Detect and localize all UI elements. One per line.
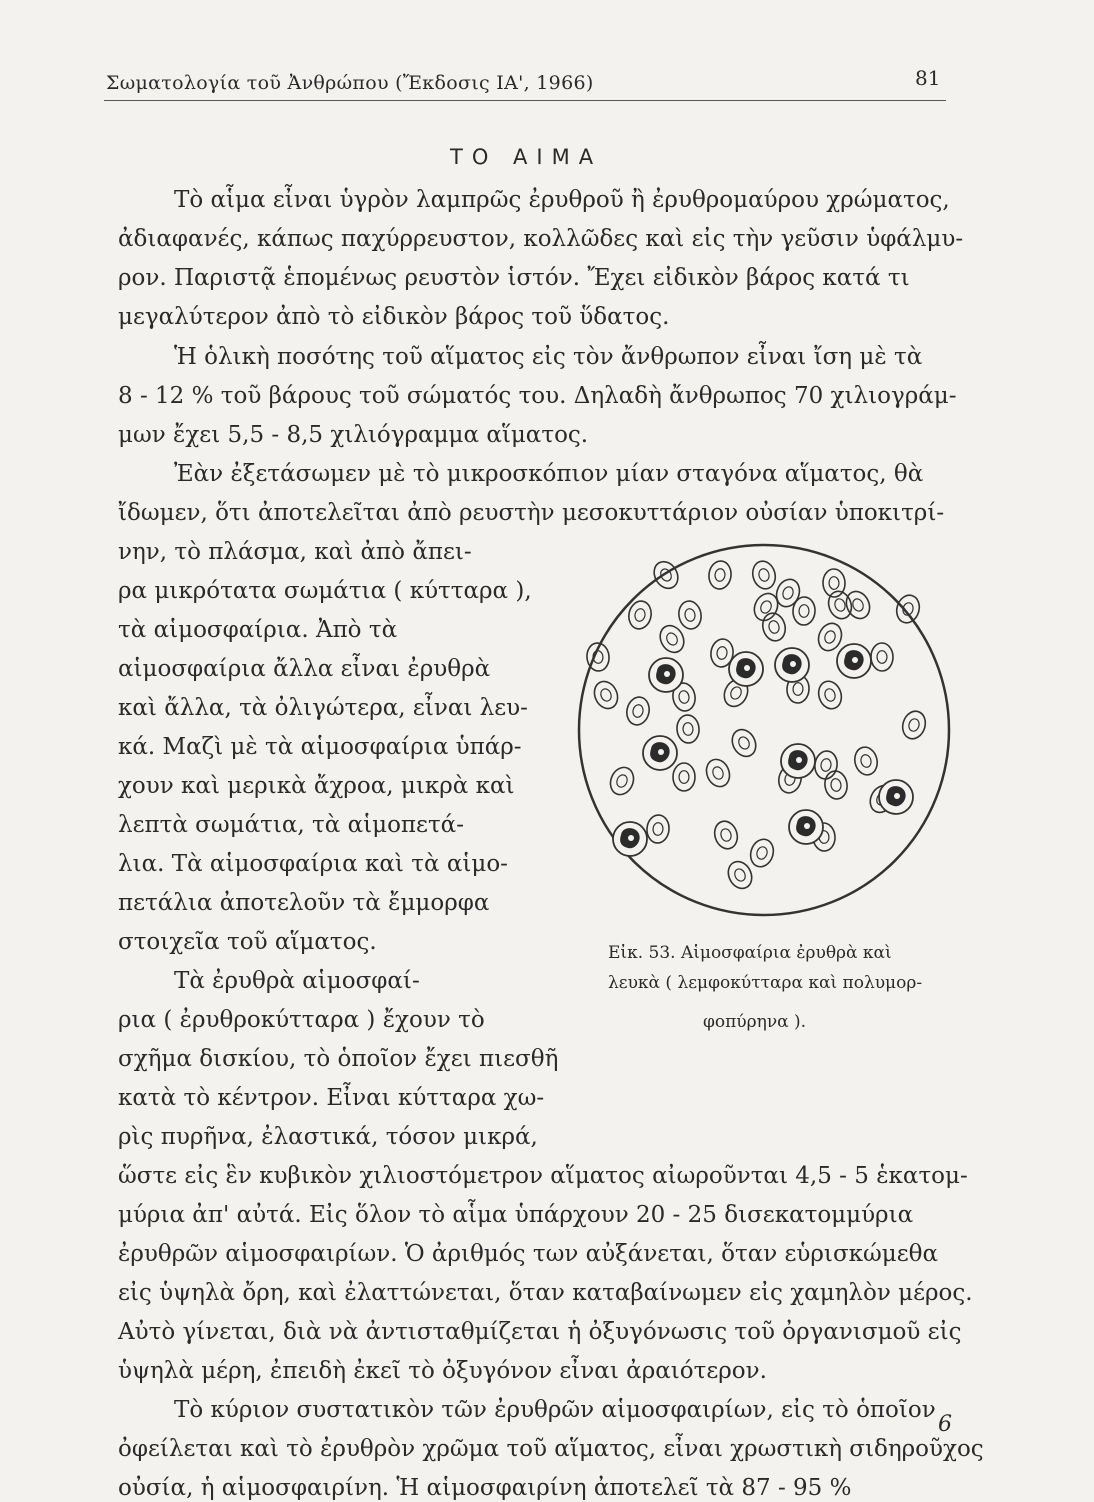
text-line: πετάλια ἀποτελοῦν τὰ ἔμμορφα <box>118 890 490 916</box>
red-blood-cell <box>646 814 670 844</box>
red-blood-cell <box>750 559 779 592</box>
page-number: 81 <box>915 66 941 90</box>
red-blood-cell <box>649 557 682 592</box>
white-blood-cell <box>649 658 683 692</box>
text-line: στοιχεῖα τοῦ αἵματος. <box>118 929 377 955</box>
white-blood-cell <box>837 644 871 678</box>
red-blood-cell <box>747 836 777 870</box>
text-line: Τὸ κύριον συστατικὸν τῶν ἐρυθρῶν αἱμοσφαιρίων, εἰς τὸ ὁποῖον <box>174 1397 936 1423</box>
text-line: εἰς ὑψηλὰ ὄρη, καὶ ἐλαττώνεται, ὅταν καταβαίνωμεν εἰς χαμηλὸν μέρος. <box>118 1280 973 1306</box>
red-blood-cell <box>823 769 849 800</box>
white-blood-cell <box>729 652 763 686</box>
text-line: ὥστε εἰς ἓν κυβικὸν χιλιοστόμετρον αἵματος αἰωροῦνται 4,5 - 5 ἑκατομ- <box>118 1163 968 1189</box>
text-line: Τὰ ἐρυθρὰ αἱμοσφαί- <box>174 968 420 994</box>
text-line: ὑψηλὰ μέρη, ἐπειδὴ ἐκεῖ τὸ ὀξυγόνον εἶναι ἀραιότερον. <box>118 1358 767 1384</box>
white-blood-cell <box>775 648 809 682</box>
white-blood-cell <box>789 810 823 844</box>
red-blood-cell <box>852 745 880 777</box>
text-line: νην, τὸ πλάσμα, καὶ ἀπὸ ἄπει- <box>118 539 472 565</box>
text-line: μύρια ἀπ' αὐτά. Εἰς ὅλον τὸ αἷμα ὑπάρχουν 20 - 25 δισεκατομμύρια <box>118 1202 914 1228</box>
text-line: ρια ( ἐρυθροκύτταρα ) ἔχουν τὸ <box>118 1007 485 1033</box>
red-blood-cell <box>702 756 733 790</box>
text-line: κά. Μαζὶ μὲ τὰ αἱμοσφαίρια ὑπάρ- <box>118 734 522 760</box>
text-line: τὰ αἱμοσφαίρια. Ἀπὸ τὰ <box>118 617 398 643</box>
red-blood-cell <box>899 708 929 741</box>
text-line: καὶ ἄλλα, τὰ ὀλιγώτερα, εἶναι λευ- <box>118 695 528 721</box>
red-blood-cell <box>815 678 845 712</box>
text-line: ρα μικρότατα σωμάτια ( κύτταρα ), <box>118 578 532 604</box>
text-line: ρὶς πυρῆνα, ἐλαστικά, τόσον μικρά, <box>118 1124 538 1150</box>
red-blood-cell <box>792 596 815 625</box>
red-blood-cell <box>871 643 893 671</box>
text-line: σχῆμα δισκίου, τὸ ὁποῖον ἔχει πιεσθῆ <box>118 1046 559 1072</box>
figure-caption-line: φοπύρηνα ). <box>703 1012 807 1032</box>
text-line: οὐσία, ἡ αἱμοσφαιρίνη. Ἡ αἱμοσφαιρίνη ἀποτελεῖ τὰ 87 - 95 % <box>118 1475 852 1501</box>
red-blood-cell <box>677 599 704 631</box>
red-blood-cell <box>606 764 637 798</box>
text-line: μεγαλύτερον ἀπὸ τὸ εἰδικὸν βάρος τοῦ ὕδατος. <box>118 304 670 330</box>
cells-group <box>586 557 929 892</box>
text-line: Τὸ αἷμα εἶναι ὑγρὸν λαμπρῶς ἐρυθροῦ ἢ ἐρυθρομαύρου χρώματος, <box>174 187 950 213</box>
red-blood-cell <box>676 714 700 744</box>
section-title: ΤΟ ΑΙΜΑ <box>450 145 603 169</box>
red-blood-cell <box>624 695 652 727</box>
header-rule <box>104 100 946 101</box>
text-line: αἱμοσφαίρια ἄλλα εἶναι ἐρυθρὰ <box>118 656 491 682</box>
red-blood-cell <box>893 592 922 625</box>
red-blood-cell <box>590 678 621 713</box>
red-blood-cell <box>724 858 756 893</box>
red-blood-cell <box>626 599 653 631</box>
text-line: λια. Τὰ αἱμοσφαίρια καὶ τὰ αἱμο- <box>118 851 508 877</box>
text-line: ὀφείλεται καὶ τὸ ἐρυθρὸν χρῶμα τοῦ αἵματος, εἶναι χρωστικὴ σιδηροῦχος <box>118 1436 984 1462</box>
white-blood-cell <box>879 780 913 814</box>
red-blood-cell <box>656 621 689 656</box>
text-line: μων ἔχει 5,5 - 8,5 χιλιόγραμμα αἵματος. <box>118 422 589 448</box>
text-line: ἴδωμεν, ὅτι ἀποτελεῖται ἀπὸ ρευστὴν μεσοκυττάριον οὐσίαν ὑποκιτρί- <box>118 500 945 526</box>
red-blood-cell <box>728 725 761 760</box>
text-line: Αὐτὸ γίνεται, διὰ νὰ ἀντισταθμίζεται ἡ ὀξυγόνωσις τοῦ ὀργανισμοῦ εἰς <box>118 1319 962 1345</box>
figure-caption-line: Εἰκ. 53. Αἱμοσφαίρια ἐρυθρὰ καὶ <box>608 943 892 963</box>
red-blood-cell <box>813 749 839 780</box>
microscope-field-circle <box>579 545 949 915</box>
text-line: Ἡ ὁλικὴ ποσότης τοῦ αἵματος εἰς τὸν ἄνθρωπον εἶναι ἴση μὲ τὰ <box>174 344 923 370</box>
white-blood-cell <box>613 822 647 856</box>
text-line: ἐρυθρῶν αἱμοσφαιρίων. Ὁ ἀριθμός των αὐξάνεται, ὅταν εὑρισκώμεθα <box>118 1241 939 1267</box>
text-line: ρον. Παριστᾷ ἑπομένως ρευστὸν ἱστόν. Ἔχει εἰδικὸν βάρος κατά τι <box>118 265 910 291</box>
white-blood-cell <box>643 736 677 770</box>
text-line: ἀδιαφανές, κάπως παχύρρευστον, κολλῶδες καὶ εἰς τὴν γεῦσιν ὑφάλμυ- <box>118 226 964 252</box>
white-blood-cell <box>781 744 815 778</box>
text-line: κατὰ τὸ κέντρον. Εἶναι κύτταρα χω- <box>118 1085 545 1111</box>
red-blood-cell <box>673 763 695 791</box>
folio-number: 6 <box>938 1412 952 1437</box>
red-blood-cell <box>707 560 732 590</box>
text-line: Ἐὰν ἐξετάσωμεν μὲ τὸ μικροσκόπιον μίαν σταγόνα αἵματος, θὰ <box>174 461 924 487</box>
text-line: χουν καὶ μερικὰ ἄχροα, μικρὰ καὶ <box>118 773 515 799</box>
blood-cells-figure <box>568 515 958 945</box>
red-blood-cell <box>711 818 741 851</box>
running-title: Σωματολογία τοῦ Ἀνθρώπου (Ἔκδοσις ΙΑ', 1966) <box>106 72 594 94</box>
figure-caption-line: λευκὰ ( λεμφοκύτταρα καὶ πολυμορ- <box>608 973 923 993</box>
text-line: 8 - 12 % τοῦ βάρους τοῦ σώματός του. Δηλαδὴ ἄνθρωπος 70 χιλιογράμ- <box>118 383 957 409</box>
text-line: λεπτὰ σωμάτια, τὰ αἱμοπετά- <box>118 812 464 838</box>
